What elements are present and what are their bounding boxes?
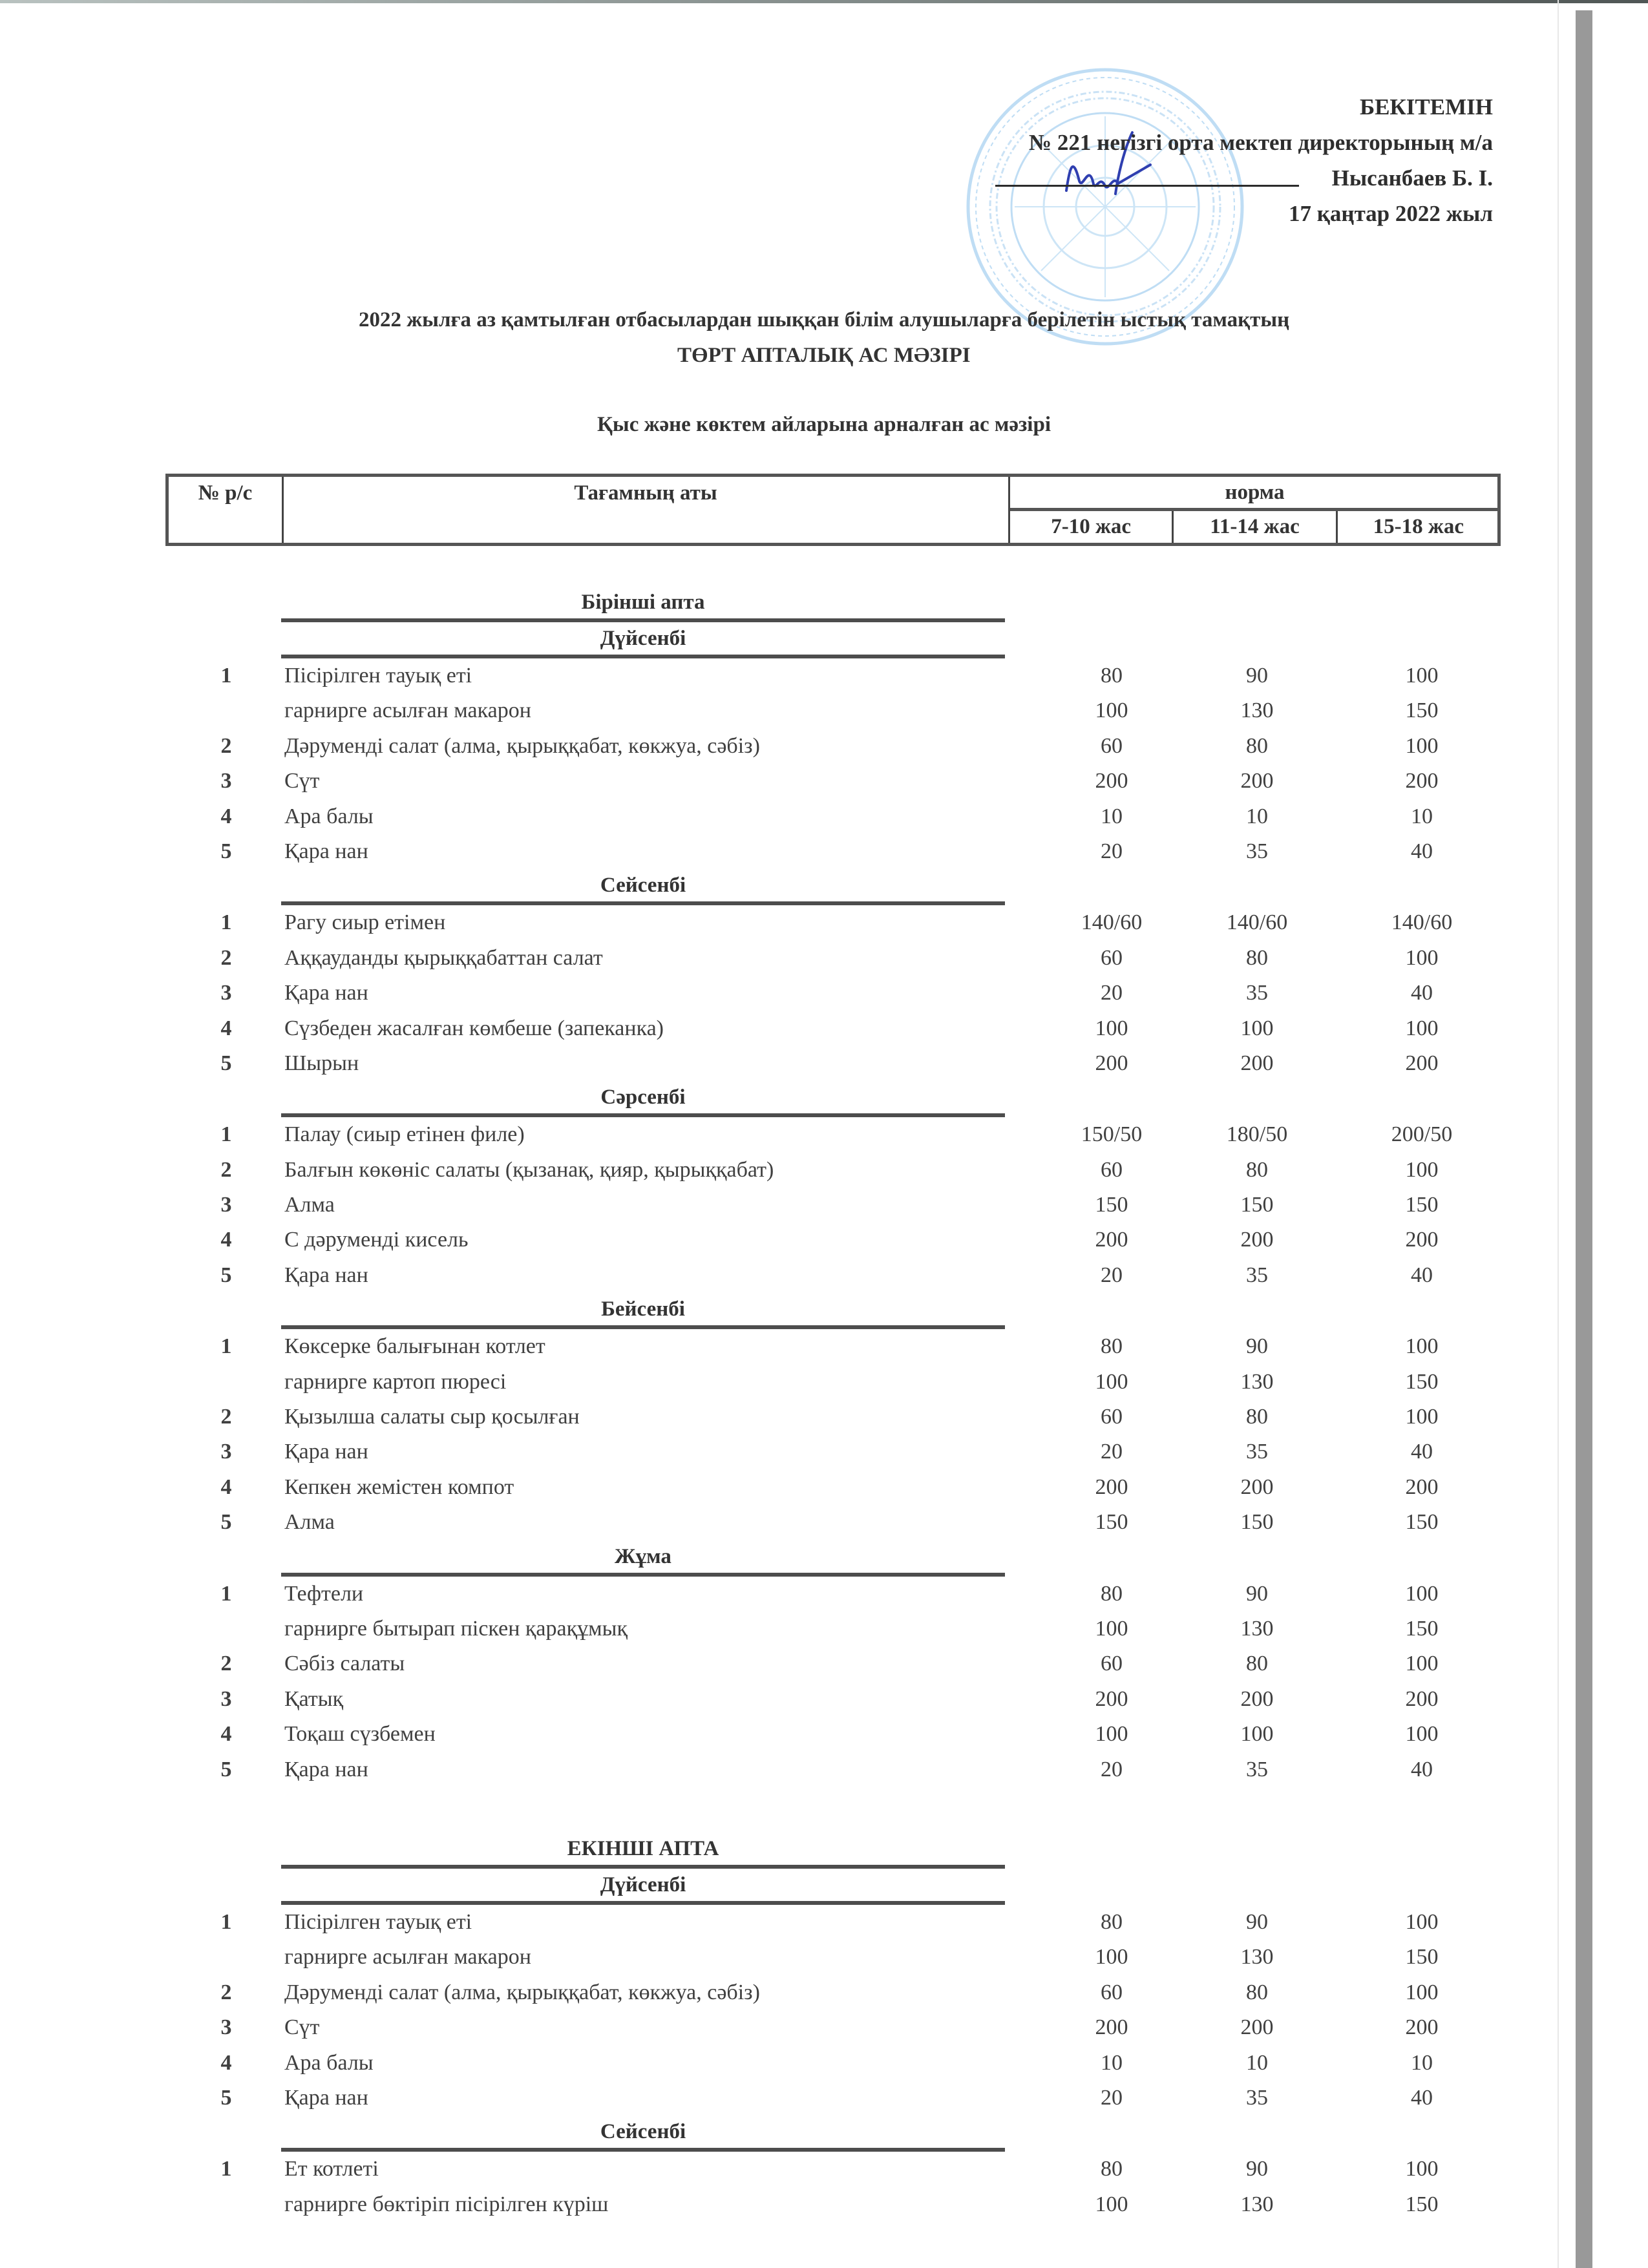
norm-11-14: 200 <box>1240 1475 1274 1499</box>
norm-7-10: 20 <box>1101 1757 1123 1781</box>
dish-name-cell <box>284 1682 1021 1717</box>
norm-11-14: 100 <box>1240 1722 1274 1747</box>
row-number: 3 <box>220 981 232 1005</box>
dish-name-cell <box>284 1646 1021 1681</box>
dish-name-cell <box>284 1329 1021 1364</box>
norm-7-10: 200 <box>1095 1051 1128 1075</box>
norm-11-14: 140/60 <box>1226 910 1288 935</box>
dish-name: Сәбіз салаты <box>284 1652 405 1676</box>
dish-name: Кепкен жемістен компот <box>284 1475 514 1499</box>
dish-name: Қара нан <box>284 981 368 1005</box>
dish-name-cell <box>284 2152 1021 2187</box>
norm-7-10: 80 <box>1101 1334 1123 1359</box>
norm-11-14: 90 <box>1246 1909 1268 1934</box>
norm-11-14: 180/50 <box>1226 1122 1288 1147</box>
norm-11-14: 35 <box>1246 2085 1268 2110</box>
norm-11-14: 200 <box>1240 769 1274 793</box>
dish-name-cell <box>284 1117 1021 1152</box>
menu-row <box>0 1434 1648 1469</box>
dish-name-cell <box>284 1717 1021 1752</box>
dish-name: Қара нан <box>284 1757 368 1781</box>
dish-name: гарнирге асылған макарон <box>284 698 531 723</box>
dish-name-cell <box>284 1400 1021 1434</box>
row-number: 5 <box>220 839 232 863</box>
row-number: 2 <box>220 1652 232 1676</box>
menu-row <box>0 729 1648 764</box>
row-number: 3 <box>220 2015 232 2040</box>
dish-name-cell <box>284 2081 1021 2116</box>
row-number: 1 <box>220 910 232 935</box>
norm-11-14: 200 <box>1240 1051 1274 1075</box>
dish-name: Сүзбеден жасалған көмбеше (запеканка) <box>284 1016 664 1040</box>
dish-name-cell <box>284 1905 1021 1940</box>
row-number <box>207 1365 246 1400</box>
norm-11-14: 80 <box>1246 945 1268 970</box>
dish-name: Пісірілген тауық еті <box>284 1909 472 1934</box>
norm-7-10: 100 <box>1095 2192 1128 2216</box>
menu-row <box>0 1505 1648 1540</box>
norm-7-10: 100 <box>1095 1722 1128 1747</box>
dish-name: Қара нан <box>284 2085 368 2110</box>
norm-11-14: 130 <box>1240 2192 1274 2216</box>
norm-11-14: 80 <box>1246 1157 1268 1182</box>
row-number: 1 <box>220 2157 232 2181</box>
document-title-line2: ТӨРТ АПТАЛЫҚ АС МӘЗІРІ <box>677 344 971 367</box>
dish-name: Ара балы <box>284 804 374 828</box>
dish-name: Ет котлеті <box>284 2157 379 2181</box>
menu-row <box>0 1400 1648 1434</box>
row-number: 1 <box>220 1334 232 1359</box>
norm-11-14: 35 <box>1246 1757 1268 1781</box>
dish-name: гарнирге асылған макарон <box>284 1945 531 1969</box>
norm-15-18: 40 <box>1411 2085 1433 2110</box>
norm-7-10: 200 <box>1095 1475 1128 1499</box>
norm-7-10: 140/60 <box>1081 910 1143 935</box>
menu-row <box>0 1717 1648 1752</box>
norm-15-18: 100 <box>1405 1405 1439 1429</box>
menu-row <box>0 1117 1648 1152</box>
norm-15-18: 150 <box>1405 698 1439 723</box>
norm-7-10: 10 <box>1101 2050 1123 2075</box>
row-number: 4 <box>220 1228 232 1252</box>
row-number: 2 <box>220 945 232 970</box>
menu-row <box>0 2010 1648 2045</box>
norm-7-10: 10 <box>1101 804 1123 828</box>
norm-11-14: 35 <box>1246 1263 1268 1287</box>
norm-7-10: 20 <box>1101 1440 1123 1464</box>
norm-11-14: 80 <box>1246 733 1268 758</box>
dish-name: Сүт <box>284 769 320 793</box>
norm-15-18: 200 <box>1405 1475 1439 1499</box>
dish-name-cell <box>284 1258 1021 1293</box>
norm-11-14: 130 <box>1240 698 1274 723</box>
dish-name: Балғын көкөніс салаты (қызанақ, қияр, қырыққабат) <box>284 1157 774 1182</box>
norm-15-18: 150 <box>1405 1616 1439 1641</box>
menu-row <box>0 799 1648 834</box>
week-separator <box>0 1787 1648 1825</box>
menu-row <box>0 834 1648 869</box>
row-number: 5 <box>220 1510 232 1535</box>
document-title-line1-box <box>129 304 1519 336</box>
menu-row <box>0 1153 1648 1188</box>
norm-7-10: 20 <box>1101 839 1123 863</box>
dish-name: Қара нан <box>284 1440 368 1464</box>
norm-7-10: 60 <box>1101 945 1123 970</box>
norm-15-18: 150 <box>1405 1510 1439 1535</box>
dish-name-cell <box>284 693 1021 728</box>
norm-15-18: 200/50 <box>1391 1122 1453 1147</box>
row-number: 4 <box>220 1016 232 1040</box>
dish-name-cell <box>284 941 1021 976</box>
norm-15-18: 100 <box>1405 1016 1439 1040</box>
dish-name-cell <box>284 1577 1021 1612</box>
dish-name: Шырын <box>284 1051 359 1075</box>
header-num: № р/с <box>169 477 284 543</box>
dish-name: Аққауданды қырыққабаттан салат <box>284 945 603 970</box>
norm-15-18: 100 <box>1405 1581 1439 1606</box>
dish-name: Дәруменді салат (алма, қырыққабат, көкжуа, сәбіз) <box>284 1980 760 2004</box>
norm-15-18: 40 <box>1411 1263 1433 1287</box>
norm-7-10: 100 <box>1095 1016 1128 1040</box>
norm-7-10: 100 <box>1095 1616 1128 1641</box>
dish-name: Тоқаш сүзбемен <box>284 1722 436 1747</box>
menu-row <box>0 1046 1648 1081</box>
row-number: 3 <box>220 769 232 793</box>
norm-11-14: 200 <box>1240 1686 1274 1711</box>
row-number: 5 <box>220 1263 232 1287</box>
dish-name-cell <box>284 1752 1021 1787</box>
dish-name: гарнирге картоп пюресі <box>284 1369 507 1394</box>
row-number: 4 <box>220 1722 232 1747</box>
norm-15-18: 150 <box>1405 1945 1439 1969</box>
norm-11-14: 130 <box>1240 1945 1274 1969</box>
approval-date: 17 қаңтар 2022 жыл <box>1288 201 1493 226</box>
norm-11-14: 80 <box>1246 1652 1268 1676</box>
menu-row <box>0 1940 1648 1975</box>
menu-row <box>0 1365 1648 1400</box>
menu-row <box>0 2046 1648 2081</box>
row-number: 1 <box>220 1909 232 1934</box>
norm-7-10: 200 <box>1095 1228 1128 1252</box>
dish-name: Ара балы <box>284 2050 374 2075</box>
header-age-15-18: 15-18 жас <box>1336 511 1499 543</box>
norm-11-14: 35 <box>1246 839 1268 863</box>
menu-row <box>0 941 1648 976</box>
norm-7-10: 200 <box>1095 769 1128 793</box>
row-number: 1 <box>220 1122 232 1147</box>
dish-name: Қара нан <box>284 839 368 863</box>
day-title: Сейсенбі <box>281 869 1005 905</box>
dish-name: Қара нан <box>284 1263 368 1287</box>
norm-7-10: 100 <box>1095 1945 1128 1969</box>
menu-row <box>0 2187 1648 2222</box>
norm-11-14: 150 <box>1240 1510 1274 1535</box>
menu-row <box>0 976 1648 1011</box>
menu-table-header <box>165 474 1501 546</box>
dish-name-cell <box>284 1365 1021 1400</box>
norm-15-18: 150 <box>1405 1193 1439 1217</box>
norm-11-14: 90 <box>1246 664 1268 688</box>
norm-15-18: 100 <box>1405 733 1439 758</box>
norm-7-10: 100 <box>1095 1369 1128 1394</box>
dish-name-cell <box>284 1011 1021 1046</box>
document-title-line1: 2022 жылға аз қамтылған отбасылардан шыққан білім алушыларға берілетін ыстық тамақтың <box>359 308 1290 331</box>
menu-row <box>0 1905 1648 1940</box>
norm-15-18: 100 <box>1405 2157 1439 2181</box>
row-number: 3 <box>220 1193 232 1217</box>
norm-7-10: 60 <box>1101 1405 1123 1429</box>
day-title: Дүйсенбі <box>281 622 1005 658</box>
dish-name-cell <box>284 976 1021 1011</box>
norm-11-14: 130 <box>1240 1369 1274 1394</box>
norm-7-10: 80 <box>1101 664 1123 688</box>
header-dish-name: Тағамның аты <box>574 481 717 505</box>
header-norm-group <box>1008 477 1499 543</box>
norm-7-10: 20 <box>1101 1263 1123 1287</box>
approval-position-line <box>866 125 1493 160</box>
norm-11-14: 200 <box>1240 1228 1274 1252</box>
norm-15-18: 100 <box>1405 1157 1439 1182</box>
menu-body <box>0 578 1648 2222</box>
norm-15-18: 40 <box>1411 981 1433 1005</box>
dish-name-cell <box>284 1223 1021 1257</box>
week-title: ЕКІНШІ АПТА <box>281 1832 1005 1869</box>
norm-7-10: 80 <box>1101 1909 1123 1934</box>
dish-name-cell <box>284 905 1021 940</box>
dish-name: Палау (сиыр етінен филе) <box>284 1122 525 1147</box>
norm-15-18: 100 <box>1405 1334 1439 1359</box>
dish-name-cell <box>284 1505 1021 1540</box>
approval-position: № 221 негізгі орта мектеп директорының м/а <box>1028 130 1493 155</box>
norm-15-18: 100 <box>1405 1652 1439 1676</box>
norm-15-18: 100 <box>1405 664 1439 688</box>
dish-name-cell <box>284 1188 1021 1223</box>
dish-name-cell <box>284 2187 1021 2222</box>
norm-11-14: 90 <box>1246 2157 1268 2181</box>
dish-name-cell <box>284 1612 1021 1646</box>
dish-name: Сүт <box>284 2015 320 2040</box>
norm-15-18: 100 <box>1405 1909 1439 1934</box>
norm-11-14: 35 <box>1246 981 1268 1005</box>
dish-name: Пісірілген тауық еті <box>284 664 472 688</box>
menu-row <box>0 1188 1648 1223</box>
row-number: 3 <box>220 1686 232 1711</box>
norm-15-18: 40 <box>1411 1440 1433 1464</box>
norm-15-18: 140/60 <box>1391 910 1453 935</box>
row-number: 5 <box>220 1051 232 1075</box>
dish-name: Алма <box>284 1193 335 1217</box>
header-age-11-14: 11-14 жас <box>1172 511 1335 543</box>
approval-name: Нысанбаев Б. І. <box>1331 165 1493 191</box>
norm-11-14: 10 <box>1246 804 1268 828</box>
day-title: Бейсенбі <box>281 1293 1005 1329</box>
menu-row <box>0 1011 1648 1046</box>
row-number <box>207 1612 246 1646</box>
dish-name-cell <box>284 1153 1021 1188</box>
row-number: 4 <box>220 2050 232 2075</box>
norm-11-14: 35 <box>1246 1440 1268 1464</box>
dish-name: Дәруменді салат (алма, қырыққабат, көкжуа, сәбіз) <box>284 733 760 758</box>
norm-15-18: 100 <box>1405 945 1439 970</box>
norm-15-18: 100 <box>1405 1980 1439 2004</box>
dish-name: С дәруменді кисель <box>284 1228 469 1252</box>
dish-name-cell <box>284 2046 1021 2081</box>
norm-15-18: 200 <box>1405 1051 1439 1075</box>
menu-row <box>0 1258 1648 1293</box>
document-title-line2-box <box>129 339 1519 372</box>
row-number: 1 <box>220 1581 232 1606</box>
dish-name: гарнирге бөктіріп пісірілген күріш <box>284 2192 609 2216</box>
document-subtitle-box <box>129 408 1519 441</box>
norm-11-14: 130 <box>1240 1616 1274 1641</box>
dish-name: Қатық <box>284 1686 344 1711</box>
norm-7-10: 200 <box>1095 2015 1128 2040</box>
norm-7-10: 150/50 <box>1081 1122 1143 1147</box>
dish-name-cell <box>284 2010 1021 2045</box>
norm-15-18: 150 <box>1405 2192 1439 2216</box>
dish-name-cell <box>284 1470 1021 1505</box>
document-subtitle: Қыс және көктем айларына арналған ас мәзірі <box>597 413 1051 436</box>
norm-7-10: 20 <box>1101 2085 1123 2110</box>
norm-7-10: 150 <box>1095 1510 1128 1535</box>
row-number: 4 <box>220 804 232 828</box>
dish-name-cell <box>284 764 1021 799</box>
approval-date-line <box>866 196 1493 231</box>
norm-11-14: 150 <box>1240 1193 1274 1217</box>
norm-11-14: 100 <box>1240 1016 1274 1040</box>
day-title: Сәрсенбі <box>281 1081 1005 1117</box>
dish-name-cell <box>284 1046 1021 1081</box>
norm-11-14: 90 <box>1246 1581 1268 1606</box>
approval-block <box>866 89 1493 231</box>
norm-7-10: 100 <box>1095 698 1128 723</box>
norm-11-14: 10 <box>1246 2050 1268 2075</box>
norm-15-18: 10 <box>1411 804 1433 828</box>
approval-heading-line <box>866 89 1493 125</box>
norm-11-14: 200 <box>1240 2015 1274 2040</box>
row-number: 3 <box>220 1440 232 1464</box>
menu-row <box>0 1646 1648 1681</box>
week-title: Бірінші апта <box>281 586 1005 622</box>
dish-name-cell <box>284 834 1021 869</box>
dish-name: Қызылша салаты сыр қосылған <box>284 1405 580 1429</box>
day-title: Сейсенбі <box>281 2116 1005 2152</box>
norm-15-18: 40 <box>1411 839 1433 863</box>
menu-row <box>0 1329 1648 1364</box>
norm-11-14: 90 <box>1246 1334 1268 1359</box>
dish-name: Көксерке балығынан котлет <box>284 1334 545 1359</box>
approval-name-line <box>866 160 1493 196</box>
menu-row <box>0 1612 1648 1646</box>
menu-row <box>0 693 1648 728</box>
approval-heading: БЕКІТЕМІН <box>1359 94 1493 120</box>
dish-name-cell <box>284 729 1021 764</box>
dish-name: гарнирге бытырап піскен қарақұмық <box>284 1616 628 1641</box>
norm-7-10: 60 <box>1101 1980 1123 2004</box>
row-number <box>207 2187 246 2222</box>
dish-name-cell <box>284 1434 1021 1469</box>
menu-row <box>0 1752 1648 1787</box>
norm-15-18: 100 <box>1405 1722 1439 1747</box>
menu-row <box>0 905 1648 940</box>
norm-7-10: 80 <box>1101 2157 1123 2181</box>
norm-7-10: 150 <box>1095 1193 1128 1217</box>
menu-row <box>0 1975 1648 2010</box>
norm-7-10: 20 <box>1101 981 1123 1005</box>
row-number <box>207 1940 246 1975</box>
signature-line <box>995 185 1299 187</box>
row-number: 2 <box>220 1980 232 2004</box>
header-age-7-10: 7-10 жас <box>1051 515 1132 538</box>
norm-15-18: 200 <box>1405 1686 1439 1711</box>
row-number: 2 <box>220 733 232 758</box>
menu-row <box>0 764 1648 799</box>
row-number: 2 <box>220 1405 232 1429</box>
norm-7-10: 60 <box>1101 1652 1123 1676</box>
dish-name: Алма <box>284 1510 335 1535</box>
dish-name-cell <box>284 658 1021 693</box>
day-title: Дүйсенбі <box>281 1869 1005 1905</box>
menu-row <box>0 2081 1648 2116</box>
menu-row <box>0 1577 1648 1612</box>
menu-row <box>0 1682 1648 1717</box>
norm-11-14: 80 <box>1246 1405 1268 1429</box>
norm-15-18: 150 <box>1405 1369 1439 1394</box>
norm-7-10: 80 <box>1101 1581 1123 1606</box>
menu-row <box>0 1470 1648 1505</box>
row-number <box>207 693 246 728</box>
day-title: Жұма <box>281 1540 1005 1577</box>
row-number: 2 <box>220 1157 232 1182</box>
row-number: 4 <box>220 1475 232 1499</box>
menu-row <box>0 1223 1648 1257</box>
norm-15-18: 40 <box>1411 1757 1433 1781</box>
menu-row <box>0 2152 1648 2187</box>
scan-top-edge <box>0 0 1648 3</box>
norm-7-10: 60 <box>1101 733 1123 758</box>
norm-15-18: 10 <box>1411 2050 1433 2075</box>
header-norm: норма <box>1010 477 1499 511</box>
norm-7-10: 60 <box>1101 1157 1123 1182</box>
norm-7-10: 200 <box>1095 1686 1128 1711</box>
dish-name-cell <box>284 799 1021 834</box>
menu-row <box>0 658 1648 693</box>
row-number: 5 <box>220 1757 232 1781</box>
dish-name: Тефтели <box>284 1581 364 1606</box>
row-number: 1 <box>220 664 232 688</box>
norm-15-18: 200 <box>1405 2015 1439 2040</box>
norm-11-14: 80 <box>1246 1980 1268 2004</box>
dish-name-cell <box>284 1975 1021 2010</box>
dish-name-cell <box>284 1940 1021 1975</box>
row-number: 5 <box>220 2085 232 2110</box>
norm-15-18: 200 <box>1405 769 1439 793</box>
dish-name: Рагу сиыр етімен <box>284 910 446 935</box>
norm-15-18: 200 <box>1405 1228 1439 1252</box>
